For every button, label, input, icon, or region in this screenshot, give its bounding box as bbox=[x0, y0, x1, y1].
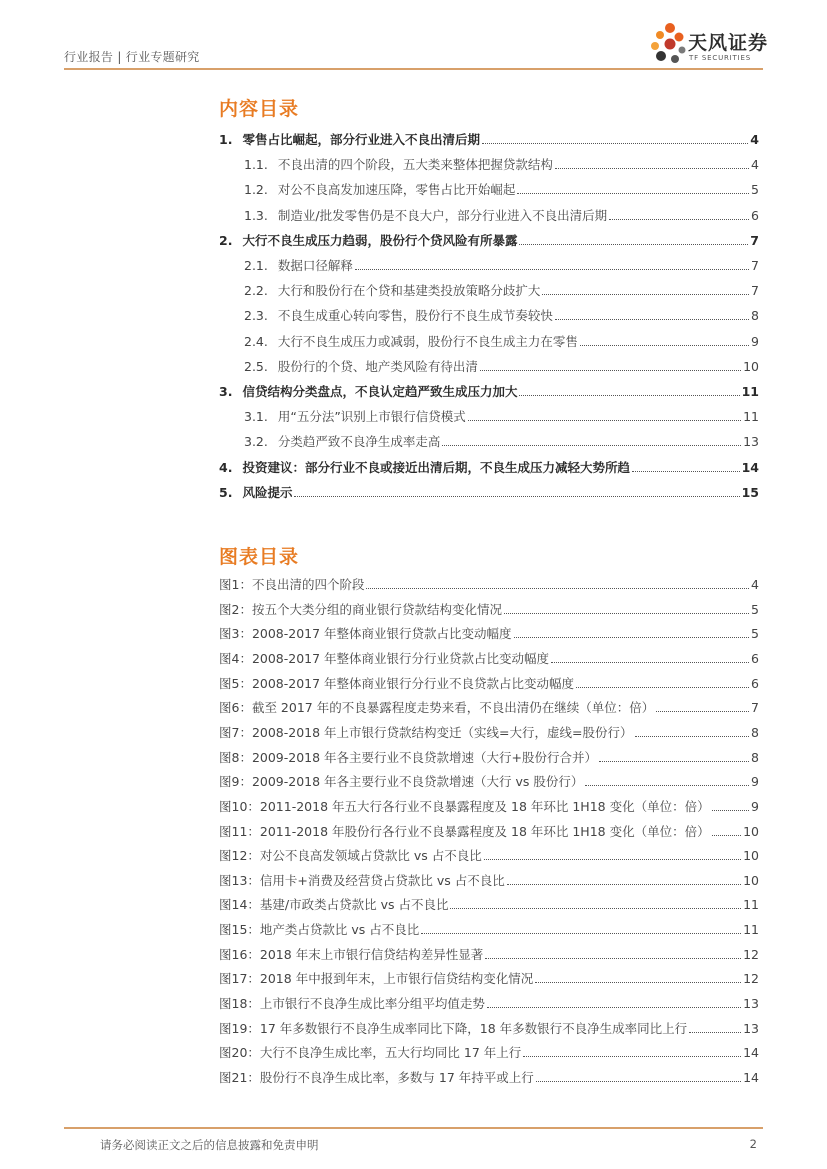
toc-dot-leader bbox=[484, 859, 741, 860]
figure-toc-entry[interactable] bbox=[219, 748, 759, 766]
toc-entry-number: 1. bbox=[219, 132, 233, 147]
toc-page-number: 4 bbox=[751, 157, 759, 172]
figure-toc-entry[interactable] bbox=[219, 895, 759, 913]
toc-entry-label bbox=[219, 772, 583, 790]
toc-page-number: 7 bbox=[751, 283, 759, 298]
toc-entry[interactable] bbox=[219, 231, 759, 249]
toc-page-number: 4 bbox=[751, 577, 759, 592]
toc-entry-text: 不良生成重心转向零售，股份行不良生成节奏较快 bbox=[277, 308, 553, 323]
toc-entry-label bbox=[219, 1019, 687, 1037]
toc-entry-text: 分类趋严致不良净生成率走高 bbox=[277, 434, 441, 449]
toc-dot-leader bbox=[421, 933, 741, 934]
toc-dot-leader bbox=[523, 1056, 741, 1057]
tf-securities-logo bbox=[648, 22, 768, 68]
toc-page-number: 7 bbox=[751, 258, 759, 273]
toc-entry-label bbox=[244, 357, 478, 375]
toc-entry[interactable] bbox=[244, 407, 759, 425]
toc-entry-text: 不良出清的四个阶段，五大类来整体把握贷款结构 bbox=[277, 157, 553, 172]
toc-dot-leader bbox=[482, 143, 748, 144]
toc-entry-text: 图11：2011-2018 年股份行各行业不良暴露程度及 18 年环比 1H18 变化（单位：倍） bbox=[219, 824, 710, 839]
toc-entry-label bbox=[219, 994, 485, 1012]
toc-page-number: 12 bbox=[743, 971, 759, 986]
toc-entry-label bbox=[219, 483, 292, 501]
toc-dot-leader bbox=[450, 908, 741, 909]
figure-toc-entry[interactable] bbox=[219, 797, 759, 815]
toc-dot-leader bbox=[635, 736, 750, 737]
toc-entry[interactable] bbox=[219, 382, 759, 400]
toc-dot-leader bbox=[442, 445, 741, 446]
figure-toc-entry[interactable] bbox=[219, 871, 759, 889]
toc-entry-text: 股份行的个贷、地产类风险有待出清 bbox=[277, 359, 478, 374]
toc-page-number: 14 bbox=[743, 1070, 759, 1085]
toc-entry[interactable] bbox=[244, 281, 759, 299]
toc-dot-leader bbox=[480, 370, 741, 371]
toc-dot-leader bbox=[599, 761, 749, 762]
toc-dot-leader bbox=[580, 345, 749, 346]
toc-entry-label bbox=[219, 231, 517, 249]
toc-dot-leader bbox=[712, 810, 749, 811]
figure-toc-entry[interactable] bbox=[219, 1043, 759, 1061]
figure-toc-entry[interactable] bbox=[219, 723, 759, 741]
toc-dot-leader bbox=[507, 884, 741, 885]
figure-toc-entry[interactable] bbox=[219, 994, 759, 1012]
footer-divider bbox=[64, 1127, 763, 1129]
toc-page-number: 10 bbox=[743, 824, 759, 839]
toc-entry-label bbox=[219, 723, 633, 741]
toc-dot-leader bbox=[585, 785, 749, 786]
toc-dot-leader bbox=[366, 588, 749, 589]
toc-entry-text: 大行不良生成压力或减弱，股份行不良生成主力在零售 bbox=[277, 334, 578, 349]
toc-dot-leader bbox=[517, 193, 749, 194]
toc-entry-text: 图19：17 年多数银行不良净生成率同比下降，18 年多数银行不良净生成率同比上行 bbox=[219, 1021, 688, 1036]
toc-page-number: 5 bbox=[751, 182, 759, 197]
toc-entry-number: 2.1. bbox=[244, 258, 268, 273]
figure-toc-entry[interactable] bbox=[219, 822, 759, 840]
toc-page-number: 15 bbox=[741, 485, 759, 500]
figure-toc-entry[interactable] bbox=[219, 649, 759, 667]
toc-entry-number: 3.1. bbox=[244, 409, 268, 424]
toc-page-number: 13 bbox=[743, 996, 759, 1011]
toc-entry-label bbox=[244, 155, 553, 173]
toc-dot-leader bbox=[551, 662, 749, 663]
toc-entry-label bbox=[244, 281, 540, 299]
toc-entry-text: 对公不良高发加速压降，零售占比开始崛起 bbox=[277, 182, 516, 197]
toc-page-number: 11 bbox=[743, 409, 759, 424]
toc-entry-label bbox=[219, 600, 502, 618]
toc-page-number: 10 bbox=[743, 848, 759, 863]
toc-page-number: 8 bbox=[751, 308, 759, 323]
toc-entry-label bbox=[219, 1043, 521, 1061]
toc-entry-label bbox=[244, 332, 578, 350]
toc-entry-label bbox=[219, 698, 654, 716]
toc-entry-text: 图18：上市银行不良净生成比率分组平均值走势 bbox=[219, 996, 485, 1011]
toc-entry-text: 图2：按五个大类分组的商业银行贷款结构变化情况 bbox=[219, 602, 502, 617]
toc-entry[interactable] bbox=[244, 432, 759, 450]
toc-entry-number: 2.4. bbox=[244, 334, 268, 349]
toc-entry[interactable] bbox=[244, 206, 759, 224]
toc-page-number: 5 bbox=[751, 602, 759, 617]
toc-entry-label bbox=[219, 846, 482, 864]
toc-page-number: 6 bbox=[751, 208, 759, 223]
toc-page-number: 14 bbox=[741, 460, 759, 475]
toc-entry-text: 大行和股份行在个贷和基建类投放策略分歧扩大 bbox=[277, 283, 541, 298]
toc-entry-label bbox=[244, 306, 553, 324]
contents-title: 内容目录 bbox=[219, 98, 300, 120]
toc-entry-label bbox=[244, 407, 466, 425]
toc-entry-label bbox=[219, 624, 512, 642]
toc-page-number: 5 bbox=[751, 626, 759, 641]
toc-page-number: 13 bbox=[743, 434, 759, 449]
toc-page-number: 12 bbox=[743, 947, 759, 962]
toc-page-number: 6 bbox=[751, 676, 759, 691]
logo-english-name: TF SECURITIES bbox=[689, 54, 751, 62]
toc-entry-number: 2.5. bbox=[244, 359, 268, 374]
toc-entry-label bbox=[219, 674, 574, 692]
toc-entry[interactable] bbox=[244, 155, 759, 173]
toc-dot-leader bbox=[519, 244, 748, 245]
toc-dot-leader bbox=[555, 168, 749, 169]
toc-entry[interactable] bbox=[244, 332, 759, 350]
toc-entry-text: 图5：2008-2017 年整体商业银行分行业不良贷款占比变动幅度 bbox=[219, 676, 575, 691]
toc-entry-text: 图6：截至 2017 年的不良暴露程度走势来看，不良出清仍在继续（单位：倍） bbox=[219, 700, 655, 715]
toc-dot-leader bbox=[632, 471, 740, 472]
toc-dot-leader bbox=[514, 637, 749, 638]
toc-entry-text: 信贷结构分类盘点，不良认定趋严致生成压力加大 bbox=[242, 384, 518, 399]
logo-chinese-name: 天风证券 bbox=[688, 32, 769, 54]
toc-entry-label bbox=[219, 895, 448, 913]
toc-page-number: 7 bbox=[751, 700, 759, 715]
toc-entry-text: 零售占比崛起，部分行业进入不良出清后期 bbox=[242, 132, 480, 147]
toc-entry-label bbox=[219, 575, 364, 593]
toc-entry-text: 图17：2018 年中报到年末，上市银行信贷结构变化情况 bbox=[219, 971, 534, 986]
toc-dot-leader bbox=[536, 1081, 741, 1082]
toc-dot-leader bbox=[656, 711, 749, 712]
toc-entry-text: 图4：2008-2017 年整体商业银行分行业贷款占比变动幅度 bbox=[219, 651, 550, 666]
toc-dot-leader bbox=[535, 982, 741, 983]
toc-entry-number: 1.2. bbox=[244, 182, 268, 197]
figure-toc-entry[interactable] bbox=[219, 772, 759, 790]
toc-entry-number: 4. bbox=[219, 460, 233, 475]
toc-entry-label bbox=[219, 797, 710, 815]
toc-entry-label bbox=[219, 382, 517, 400]
toc-page-number: 11 bbox=[743, 897, 759, 912]
page-number: 2 bbox=[749, 1137, 757, 1151]
figure-toc-entry[interactable] bbox=[219, 1068, 759, 1086]
toc-entry-label bbox=[219, 945, 483, 963]
figure-toc-entry[interactable] bbox=[219, 969, 759, 987]
toc-dot-leader bbox=[576, 687, 749, 688]
toc-page-number: 14 bbox=[743, 1045, 759, 1060]
toc-entry-label bbox=[219, 649, 549, 667]
toc-entry-text: 风险提示 bbox=[242, 485, 293, 500]
figure-toc-entry[interactable] bbox=[219, 920, 759, 938]
toc-dot-leader bbox=[487, 1007, 741, 1008]
toc-entry-text: 图21：股份行不良净生成比率，多数与 17 年持平或上行 bbox=[219, 1070, 534, 1085]
toc-entry-text: 图16：2018 年末上市银行信贷结构差异性显著 bbox=[219, 947, 484, 962]
figure-toc-entry[interactable] bbox=[219, 600, 759, 618]
toc-entry[interactable] bbox=[244, 256, 759, 274]
toc-page-number: 8 bbox=[751, 725, 759, 740]
toc-entry-number: 2. bbox=[219, 233, 233, 248]
toc-page-number: 11 bbox=[741, 384, 759, 399]
toc-entry-label bbox=[219, 920, 419, 938]
toc-entry-text: 图12：对公不良高发领域占贷款比 vs 占不良比 bbox=[219, 848, 482, 863]
figure-toc-entry[interactable] bbox=[219, 1019, 759, 1037]
toc-page-number: 9 bbox=[751, 334, 759, 349]
toc-entry-label bbox=[244, 180, 515, 198]
toc-entry-text: 投资建议：部分行业不良或接近出清后期，不良生成压力减轻大势所趋 bbox=[242, 460, 630, 475]
toc-entry-text: 大行不良生成压力趋弱，股份行个贷风险有所暴露 bbox=[242, 233, 518, 248]
toc-dot-leader bbox=[468, 420, 741, 421]
figure-toc-entry[interactable] bbox=[219, 846, 759, 864]
toc-entry[interactable] bbox=[244, 357, 759, 375]
toc-entry-text: 图9：2009-2018 年各主要行业不良贷款增速（大行 vs 股份行） bbox=[219, 774, 584, 789]
toc-page-number: 7 bbox=[750, 233, 759, 248]
toc-entry-number: 2.3. bbox=[244, 308, 268, 323]
toc-dot-leader bbox=[294, 496, 739, 497]
toc-dot-leader bbox=[485, 958, 741, 959]
toc-entry-text: 图15：地产类占贷款比 vs 占不良比 bbox=[219, 922, 420, 937]
toc-entry-label bbox=[219, 748, 597, 766]
toc-dot-leader bbox=[504, 613, 749, 614]
header-divider bbox=[64, 68, 763, 70]
toc-page-number: 10 bbox=[743, 359, 759, 374]
toc-entry-label bbox=[219, 871, 505, 889]
toc-entry-text: 图14：基建/市政类占贷款比 vs 占不良比 bbox=[219, 897, 449, 912]
toc-dot-leader bbox=[689, 1032, 741, 1033]
toc-entry[interactable] bbox=[244, 306, 759, 324]
toc-entry[interactable] bbox=[219, 130, 759, 148]
toc-entry-text: 图3：2008-2017 年整体商业银行贷款占比变动幅度 bbox=[219, 626, 512, 641]
toc-entry-label bbox=[219, 458, 630, 476]
toc-entry[interactable] bbox=[219, 458, 759, 476]
toc-entry-text: 数据口径解释 bbox=[277, 258, 353, 273]
toc-page-number: 6 bbox=[751, 651, 759, 666]
toc-entry-text: 图1：不良出清的四个阶段 bbox=[219, 577, 365, 592]
toc-entry[interactable] bbox=[244, 180, 759, 198]
toc-entry-text: 图20：大行不良净生成比率，五大行均同比 17 年上行 bbox=[219, 1045, 522, 1060]
toc-entry-number: 1.1. bbox=[244, 157, 268, 172]
figure-toc-entry[interactable] bbox=[219, 674, 759, 692]
toc-entry[interactable] bbox=[219, 483, 759, 501]
toc-entry-number: 2.2. bbox=[244, 283, 268, 298]
toc-entry-text: 图13：信用卡+消费及经营贷占贷款比 vs 占不良比 bbox=[219, 873, 505, 888]
toc-page-number: 9 bbox=[751, 799, 759, 814]
toc-entry-text: 图10：2011-2018 年五大行各行业不良暴露程度及 18 年环比 1H18 变化（单位：倍） bbox=[219, 799, 710, 814]
toc-page-number: 10 bbox=[743, 873, 759, 888]
toc-entry-text: 图7：2008-2018 年上市银行贷款结构变迁（实线=大行，虚线=股份行） bbox=[219, 725, 633, 740]
logo-dots-icon bbox=[648, 22, 688, 68]
toc-entry-text: 图8：2009-2018 年各主要行业不良贷款增速（大行+股份行合并） bbox=[219, 750, 598, 765]
footer-disclaimer: 请务必阅读正文之后的信息披露和免责申明 bbox=[100, 1138, 319, 1152]
figures-title: 图表目录 bbox=[219, 546, 300, 568]
toc-page-number: 13 bbox=[743, 1021, 759, 1036]
toc-entry-text: 制造业/批发零售仍是不良大户，部分行业进入不良出清后期 bbox=[277, 208, 608, 223]
toc-entry-number: 3.2. bbox=[244, 434, 268, 449]
figure-toc-entry[interactable] bbox=[219, 624, 759, 642]
toc-dot-leader bbox=[355, 269, 749, 270]
figure-toc-entry[interactable] bbox=[219, 698, 759, 716]
figure-toc-entry[interactable] bbox=[219, 575, 759, 593]
toc-entry-label bbox=[219, 822, 710, 840]
header-breadcrumb: 行业报告 | 行业专题研究 bbox=[64, 50, 200, 64]
toc-entry-label bbox=[219, 1068, 534, 1086]
toc-entry-number: 3. bbox=[219, 384, 233, 399]
toc-page-number: 8 bbox=[751, 750, 759, 765]
figure-toc-entry[interactable] bbox=[219, 945, 759, 963]
toc-dot-leader bbox=[542, 294, 749, 295]
toc-entry-number: 5. bbox=[219, 485, 233, 500]
toc-entry-label bbox=[244, 206, 607, 224]
toc-dot-leader bbox=[609, 219, 749, 220]
toc-entry-label bbox=[244, 432, 440, 450]
toc-entry-label bbox=[244, 256, 353, 274]
toc-dot-leader bbox=[519, 395, 739, 396]
toc-page-number: 4 bbox=[750, 132, 759, 147]
toc-page-number: 9 bbox=[751, 774, 759, 789]
toc-entry-label bbox=[219, 969, 533, 987]
toc-dot-leader bbox=[555, 319, 749, 320]
toc-entry-label bbox=[219, 130, 480, 148]
toc-dot-leader bbox=[712, 835, 742, 836]
toc-entry-text: 用“五分法”识别上市银行信贷模式 bbox=[277, 409, 466, 424]
toc-page-number: 11 bbox=[743, 922, 759, 937]
toc-entry-number: 1.3. bbox=[244, 208, 268, 223]
